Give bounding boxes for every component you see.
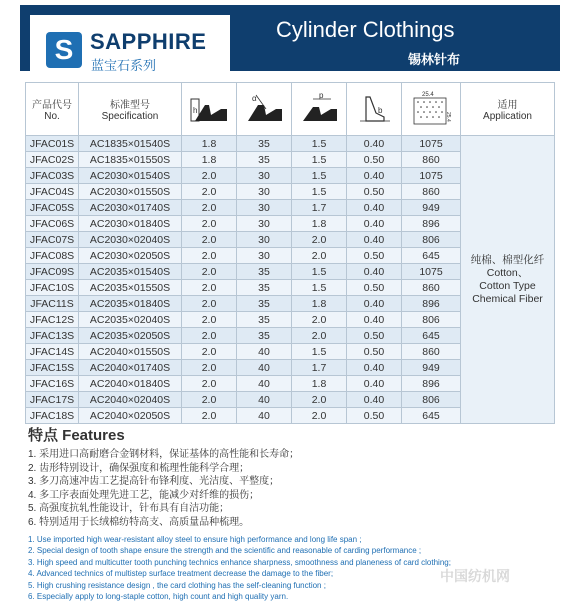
table-cell: 2.0 (292, 248, 347, 264)
table-cell: AC2040×02040S (79, 392, 182, 408)
table-cell: JFAC09S (26, 264, 79, 280)
table-cell: 860 (402, 344, 461, 360)
table-cell: AC2035×02050S (79, 328, 182, 344)
table-cell: 2.0 (292, 392, 347, 408)
table-cell: AC2035×01840S (79, 296, 182, 312)
table-cell: 0.50 (347, 328, 402, 344)
table-cell: 645 (402, 328, 461, 344)
table-cell: 645 (402, 408, 461, 424)
table-cell: 1.5 (292, 152, 347, 168)
table-cell: 0.40 (347, 216, 402, 232)
header-application: 适用 Application (461, 83, 555, 136)
table-cell: 806 (402, 232, 461, 248)
table-cell: AC2035×02040S (79, 312, 182, 328)
point-density-icon (402, 83, 461, 136)
table-cell: 949 (402, 200, 461, 216)
table-cell: 0.40 (347, 200, 402, 216)
table-cell: 0.40 (347, 392, 402, 408)
table-cell: 2.0 (182, 216, 237, 232)
table-cell: JFAC14S (26, 344, 79, 360)
svg-text:h: h (193, 106, 198, 115)
table-cell: 2.0 (292, 312, 347, 328)
table-cell: 35 (237, 280, 292, 296)
table-cell: 35 (237, 328, 292, 344)
header-banner (20, 5, 560, 71)
table-cell: JFAC06S (26, 216, 79, 232)
features-list-cn (28, 448, 558, 529)
feature-cn-item: 3. 多刀高速冲齿工艺提高针布锋利度、光洁度、平整度； (28, 476, 280, 487)
table-cell: 1.8 (292, 296, 347, 312)
table-cell: 1075 (402, 168, 461, 184)
table-cell: 0.50 (347, 280, 402, 296)
feature-en-item: 4. Advanced technics of multistep surface treatment decrease the damage to the fiber; (28, 569, 334, 579)
tooth-height-icon (182, 83, 237, 136)
table-cell: 40 (237, 392, 292, 408)
table-cell: AC2030×01740S (79, 200, 182, 216)
table-cell: 35 (237, 264, 292, 280)
table-cell: 2.0 (182, 392, 237, 408)
application-line: 纯棉、棉型化纤 (470, 253, 545, 266)
table-cell: AC2030×01840S (79, 216, 182, 232)
table-cell: JFAC18S (26, 408, 79, 424)
table-cell: 1.7 (292, 200, 347, 216)
table-cell: 0.40 (347, 312, 402, 328)
table-cell: 806 (402, 312, 461, 328)
table-cell: 860 (402, 280, 461, 296)
svg-text:25.4: 25.4 (445, 112, 451, 122)
table-cell: 0.40 (347, 232, 402, 248)
table-cell: 1.7 (292, 360, 347, 376)
table-cell: 1.5 (292, 280, 347, 296)
table-cell: 0.40 (347, 376, 402, 392)
table-cell: 2.0 (182, 280, 237, 296)
table-cell: 2.0 (182, 184, 237, 200)
table-cell: 896 (402, 376, 461, 392)
table-cell: JFAC07S (26, 232, 79, 248)
feature-en-item: 3. High speed and multicutter tooth punching technics enhance sharpness, smoothness and planeness of card clothing; (28, 557, 451, 567)
header-spec: 标准型号 Specification (79, 83, 182, 136)
feature-en-item: 1. Use imported high wear-resistant alloy steel to ensure high performance and long life span ; (28, 535, 362, 544)
header-code: 产品代号 No. (26, 83, 79, 136)
logo (30, 15, 230, 71)
table-cell: 1.5 (292, 136, 347, 152)
page-title-cn: 锡林针布 (408, 52, 461, 67)
table-cell: JFAC17S (26, 392, 79, 408)
svg-text:b: b (378, 106, 383, 115)
table-cell: 0.50 (347, 152, 402, 168)
feature-cn-item: 1. 采用进口高耐磨合金钢材料，保证基体的高性能和长寿命； (28, 449, 300, 460)
table-cell: 896 (402, 296, 461, 312)
table-cell: 2.0 (182, 248, 237, 264)
table-cell: AC2030×02040S (79, 232, 182, 248)
table-cell: 1.8 (292, 216, 347, 232)
table-cell: 2.0 (182, 408, 237, 424)
table-cell: 1.5 (292, 168, 347, 184)
feature-en-item: 5. High crushing resistance design , the card clothing has the self-cleaning function ; (28, 580, 326, 590)
brand-name-cn: 蓝宝石系列 (91, 58, 157, 73)
table-cell: 2.0 (292, 408, 347, 424)
table-cell: AC1835×01550S (79, 152, 182, 168)
table-cell: AC1835×01540S (79, 136, 182, 152)
table-cell: 2.0 (182, 200, 237, 216)
table-cell: JFAC08S (26, 248, 79, 264)
table-cell: 30 (237, 168, 292, 184)
table-cell: 35 (237, 152, 292, 168)
table-cell: 2.0 (292, 232, 347, 248)
table-cell: AC2030×02050S (79, 248, 182, 264)
features-title: 特点 Features (28, 427, 125, 444)
feature-cn-item: 2. 齿形特别设计，确保强度和梳理性能科学合理； (28, 462, 250, 474)
table-cell: 896 (402, 216, 461, 232)
table-cell: JFAC16S (26, 376, 79, 392)
table-cell: 2.0 (182, 296, 237, 312)
table-cell: 1.5 (292, 344, 347, 360)
table-cell: JFAC05S (26, 200, 79, 216)
table-cell: 1075 (402, 264, 461, 280)
table-cell: 0.40 (347, 296, 402, 312)
table-cell: 0.50 (347, 344, 402, 360)
table-cell: 1.5 (292, 264, 347, 280)
table-cell: AC2035×01540S (79, 264, 182, 280)
table-cell: JFAC03S (26, 168, 79, 184)
table-cell: 0.40 (347, 264, 402, 280)
svg-text:p: p (319, 91, 324, 100)
application-line: Cotton、 (486, 266, 529, 279)
table-cell: 0.50 (347, 248, 402, 264)
table-cell: 40 (237, 360, 292, 376)
table-cell: 2.0 (182, 312, 237, 328)
table-cell: 2.0 (182, 360, 237, 376)
table-cell: 1.8 (182, 136, 237, 152)
table-cell: AC2035×01550S (79, 280, 182, 296)
svg-text:25.4: 25.4 (422, 92, 434, 98)
feature-cn-item: 5. 高强度抗轧性能设计，针布具有自洁功能； (28, 503, 230, 514)
table-cell: 0.50 (347, 184, 402, 200)
table-cell: JFAC11S (26, 296, 79, 312)
table-cell: 2.0 (182, 376, 237, 392)
table-cell: AC2040×01740S (79, 360, 182, 376)
table-cell: 40 (237, 344, 292, 360)
table-cell: AC2040×01550S (79, 344, 182, 360)
table-cell: JFAC02S (26, 152, 79, 168)
table-cell: AC2040×02050S (79, 408, 182, 424)
table-cell: 2.0 (182, 264, 237, 280)
table-cell: JFAC10S (26, 280, 79, 296)
table-cell: JFAC04S (26, 184, 79, 200)
application-line: Chemical Fiber (472, 292, 543, 305)
feature-cn-item: 4. 多工序表面处理先进工艺，能减少对纤维的损伤； (28, 489, 260, 501)
brand-name: SAPPHIRE (90, 29, 207, 54)
table-row (26, 136, 555, 152)
table-cell: 1.8 (182, 152, 237, 168)
table-cell: 2.0 (182, 232, 237, 248)
table-cell: 1.5 (292, 184, 347, 200)
sapphire-logo-icon: S (46, 32, 82, 68)
feature-cn-item: 6. 特别适用于长绒棉纺特高支、高质量品种梳理。 (28, 516, 250, 528)
table-cell: AC2030×01550S (79, 184, 182, 200)
table-cell: JFAC12S (26, 312, 79, 328)
table-cell: 40 (237, 376, 292, 392)
table-cell: 30 (237, 232, 292, 248)
table-cell: 35 (237, 312, 292, 328)
svg-text:α: α (252, 94, 257, 103)
table-cell: 30 (237, 216, 292, 232)
table-cell: 2.0 (182, 344, 237, 360)
tooth-pitch-icon (292, 83, 347, 136)
table-cell: 1075 (402, 136, 461, 152)
table-cell: 2.0 (182, 168, 237, 184)
table-cell: 860 (402, 152, 461, 168)
page-title: Cylinder Clothings (276, 17, 455, 42)
table-cell: 645 (402, 248, 461, 264)
feature-en-item: 6. Especially apply to long-staple cotton, high count and high quality yarn. (28, 592, 289, 602)
table-cell: 0.50 (347, 408, 402, 424)
spec-table (25, 82, 555, 424)
table-cell: 30 (237, 200, 292, 216)
table-cell: 30 (237, 184, 292, 200)
table-cell: 35 (237, 296, 292, 312)
table-cell: 2.0 (182, 328, 237, 344)
table-cell: AC2030×01540S (79, 168, 182, 184)
table-cell: 806 (402, 392, 461, 408)
table-cell: JFAC01S (26, 136, 79, 152)
table-cell: AC2040×01840S (79, 376, 182, 392)
tooth-angle-icon (237, 83, 292, 136)
watermark: 中国纺机网 (440, 568, 510, 584)
table-cell: 860 (402, 184, 461, 200)
table-cell: 2.0 (292, 328, 347, 344)
application-line: Cotton Type (479, 279, 536, 292)
table-cell: 949 (402, 360, 461, 376)
table-cell: JFAC15S (26, 360, 79, 376)
table-cell: 1.8 (292, 376, 347, 392)
table-cell: 0.40 (347, 360, 402, 376)
table-cell: 30 (237, 248, 292, 264)
application-cell (461, 136, 555, 424)
table-cell: 35 (237, 136, 292, 152)
table-cell: 0.40 (347, 136, 402, 152)
wire-depth-icon (347, 83, 402, 136)
table-cell: JFAC13S (26, 328, 79, 344)
table-cell: 40 (237, 408, 292, 424)
feature-en-item: 2. Special design of tooth shape ensure the strength and the scientific and reasonable of carding performance ; (28, 546, 422, 556)
table-cell: 0.40 (347, 168, 402, 184)
